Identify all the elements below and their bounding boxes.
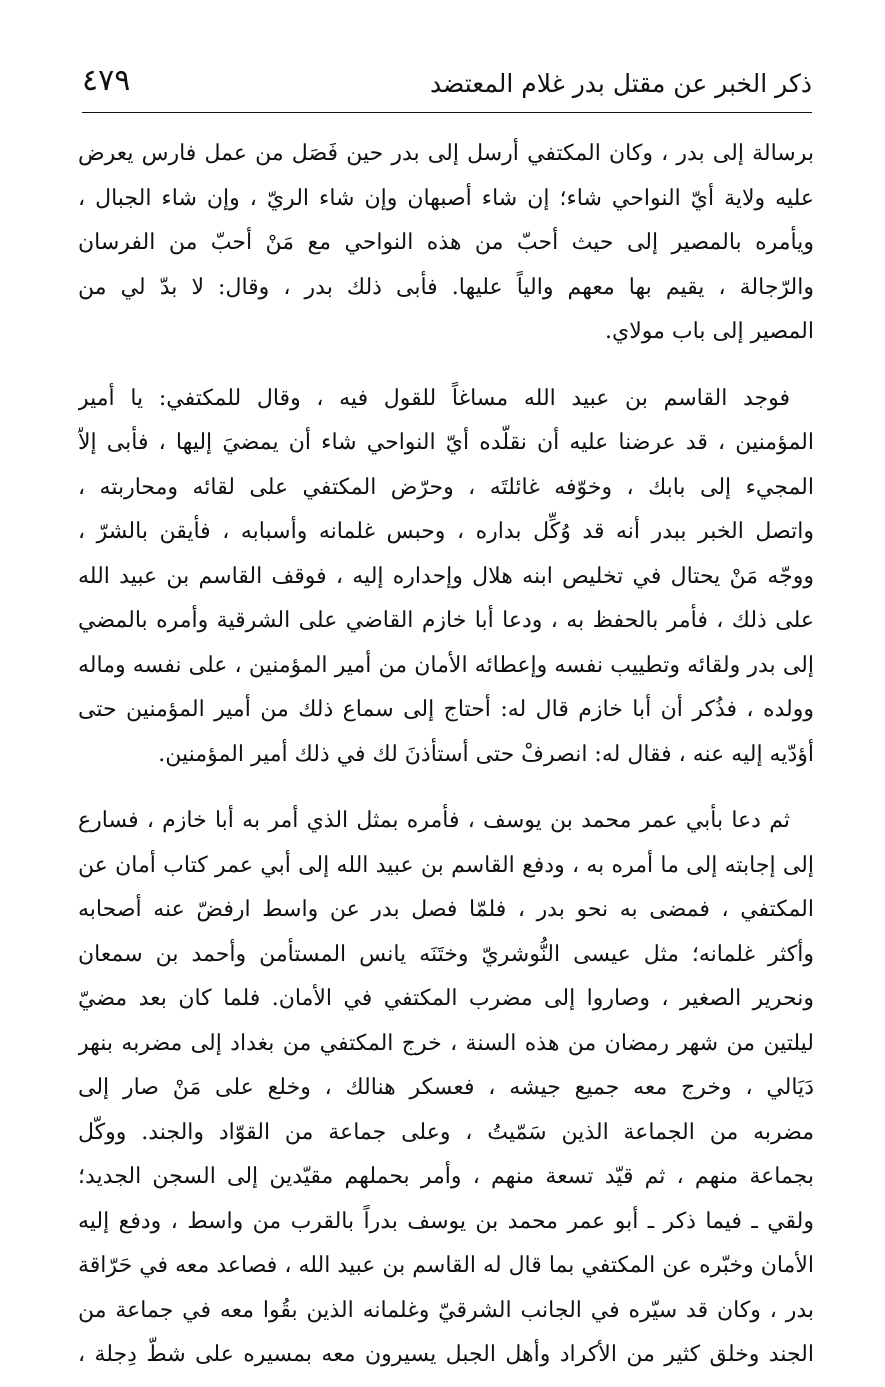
text-line: على ذلك ، فأمر بالحفظ به ، ودعا أبا خازم القاضي على الشرقية وأمره بالمضي xyxy=(78,608,814,633)
page-header xyxy=(82,62,812,108)
text-line: والرّجالة ، يقيم بها معهم والياً عليها. فأبى ذلك بدر ، وقال: لا بدّ لي من xyxy=(78,274,814,300)
paragraph-1 xyxy=(78,132,814,355)
text-line: الأمان وخبّره عن المكتفي بما قال له القاسم بن عبيد الله ، فصاعد معه في حَرّاقة xyxy=(78,1253,814,1278)
page-number: ٤٧٩ xyxy=(82,63,131,98)
text-line: ووجّه مَنْ يحتال في تخليص ابنه هلال وإحداره إليه ، فوقف القاسم بن عبيد الله xyxy=(78,563,814,589)
text-line: ويأمره بالمصير إلى حيث أحبّ من هذه النواحي مع مَنْ أحبّ من الفرسان xyxy=(78,230,814,255)
text-line: بدر ، وكان قد سيّره في الجانب الشرقيّ وغلمانه الذين بقُوا معه في جماعة من xyxy=(78,1297,814,1323)
text-line: المصير إلى باب مولاي. xyxy=(605,319,814,344)
text-line: أؤدّيه إليه عنه ، فقال له: انصرفْ حتى أستأذنَ لك في ذلك أمير المؤمنين. xyxy=(158,741,814,767)
text-line: ليلتين من شهر رمضان من هذه السنة ، خرج المكتفي من بغداد إلى مضربه بنهر xyxy=(78,1030,814,1056)
text-line: فوجد القاسم بن عبيد الله مساغاً للقول فيه ، وقال للمكتفي: يا أمير xyxy=(78,385,790,411)
text-line: المؤمنين ، قد عرضنا عليه أن نقلّده أيّ النواحي شاء أن يمضيَ إليها ، فأبى إلاّ xyxy=(78,430,814,455)
text-line: برسالة إلى بدر ، وكان المكتفي أرسل إلى بدر حين فَصَل من عمل فارس يعرض xyxy=(78,141,814,166)
text-line: بجماعة منهم ، ثم قيّد تسعة منهم ، وأمر بحملهم مقيّدين إلى السجن الجديد؛ xyxy=(78,1164,814,1189)
header-rule xyxy=(82,112,812,113)
text-line: وأكثر غلمانه؛ مثل عيسى النُّوشريّ وختَنَه يانس المستأمن وأحمد بن سمعان xyxy=(78,941,814,967)
text-line: المكتفي ، فمضى به نحو بدر ، فلمّا فصل بدر عن واسط ارفضّ عنه أصحابه xyxy=(78,897,814,922)
text-line: إلى إجابته إلى ما أمره به ، ودفع القاسم بن عبيد الله إلى أبي عمر كتاب أمان عن xyxy=(78,852,814,878)
text-line: مضربه من الجماعة الذين سَمّيتُ ، وعلى جماعة من القوّاد والجند. ووكّل xyxy=(78,1119,814,1145)
text-line: ثم دعا بأبي عمر محمد بن يوسف ، فأمره بمثل الذي أمر به أبا خازم ، فسارع xyxy=(78,808,790,833)
text-line: إلى بدر ولقائه وتطييب نفسه وإعطائه الأمان من أمير المؤمنين ، على نفسه وماله xyxy=(78,652,814,678)
paragraph-2 xyxy=(78,377,814,778)
text-line: ولقي ـ فيما ذكر ـ أبو عمر محمد بن يوسف بدراً بالقرب من واسط ، ودفع إليه xyxy=(78,1208,814,1234)
body-text xyxy=(78,132,814,1378)
text-line: وولده ، فذُكر أن أبا خازم قال له: أحتاج إلى سماع ذلك من أمير المؤمنين حتى xyxy=(78,697,814,722)
text-line: عليه ولاية أيّ النواحي شاء؛ إن شاء أصبهان وإن شاء الريّ ، وإن شاء الجبال ، xyxy=(78,185,814,211)
running-title: ذكر الخبر عن مقتل بدر غلام المعتضد xyxy=(429,69,812,98)
text-line: ونحرير الصغير ، وصاروا إلى مضرب المكتفي في الأمان. فلما كان بعد مضيّ xyxy=(78,986,814,1011)
text-line: الجند وخلق كثير من الأكراد وأهل الجبل يسيرون معه بمسيره على شطّ دِجلة ، xyxy=(78,1342,814,1367)
text-line: المجيء إلى بابك ، وخوّفه غائلتَه ، وحرّض المكتفي على لقائه ومحاربته ، xyxy=(78,474,814,500)
paragraph-3 xyxy=(78,799,814,1378)
text-line: دَيَالي ، وخرج معه جميع جيشه ، فعسكر هنالك ، وخلع على مَنْ صار إلى xyxy=(78,1075,814,1100)
text-line: واتصل الخبر ببدر أنه قد وُكِّل بداره ، وحبس غلمانه وأسبابه ، فأيقن بالشرّ ، xyxy=(78,519,814,544)
